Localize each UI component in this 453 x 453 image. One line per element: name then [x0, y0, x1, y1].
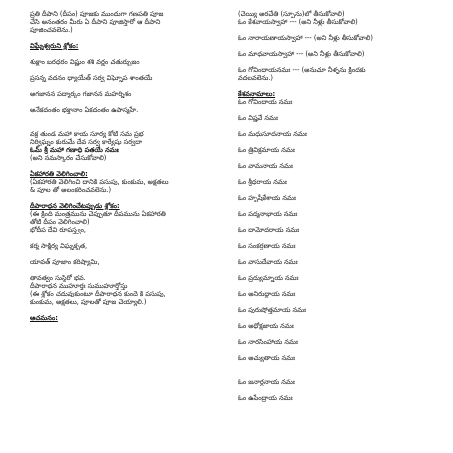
deepa-verse-line: దీపారాధన ముహూర్తః సుముహూర్తోస్తు: [30, 282, 128, 290]
verse-line: వక్ర తుండ మహా కాయ సూర్య కోటి సమ ప్రభ: [30, 130, 144, 138]
achamana-line: ఓం నారాయణాయస్వాహా --- (అని నీళ్లు తీసుకోవాలి): [238, 34, 373, 42]
mantra-note: (అని నమస్కారం చేసుకోవాలి): [30, 154, 107, 162]
deepa-verse-line: తావత్వం సుస్థిరో భవ.: [30, 274, 86, 282]
achamana-line: ఓం మాధవాయస్వాహా --- (అని నీళ్లు తీసుకోవాలి): [238, 50, 365, 58]
verse-line: నిర్విఘ్నం కురుమే దేవ సర్వ కార్యేషు సర్వదా: [30, 138, 143, 146]
deepa-intro-line: తోటి దీపం వెలిగించాలి): [30, 218, 90, 226]
section-heading-achamanam: ఆచమనం:: [30, 314, 58, 322]
section-heading-ekaharathi: ఏకహారతి వెలిగించాలి:: [30, 170, 88, 178]
keshava-name: ఓం విష్ణవే నమః: [238, 114, 278, 122]
keshava-name: ఓం ఉపేంద్రాయ నమః: [238, 394, 293, 402]
verse-line: అగజానన పద్మార్కం గజానన మహర్నిశం: [30, 90, 132, 98]
keshava-name: ఓం వామనాయ నమః: [238, 162, 293, 170]
keshava-name: ఓం అధోక్షజాయ నమః: [238, 322, 294, 330]
deepa-verse-line: యావత్ పూజాం కరిష్యామి,: [30, 258, 100, 266]
keshava-name: ఓం దామోదరాయ నమః: [238, 226, 300, 234]
keshava-name: ఓం సంకర్షణాయ నమః: [238, 242, 296, 250]
keshava-name: ఓం హృషీకేశాయ నమః: [238, 194, 296, 202]
intro-line: చేసి అనంతరం మీరు ఏ దీపాని పూజిస్తారో ఆ దీపాని: [30, 18, 161, 26]
deepa-note-line: కుంకుమ, అక్షతలు, పూలతో పూజ చెయ్యాలి.): [30, 298, 147, 306]
keshava-name: ఓం వాసుదేవాయ నమః: [238, 258, 298, 266]
achamana-line: వదలవలెను.): [238, 74, 273, 82]
keshava-name: ఓం త్రివిక్రమాయ నమః: [238, 146, 295, 154]
keshava-name: ఓం అచ్యుతాయ నమః: [238, 354, 296, 362]
deepa-verse-line: భోదీప దేవి రూపస్త్వం,: [30, 226, 87, 234]
keshava-name: ఓం నారసింహాయ నమః: [238, 338, 298, 346]
keshava-name: ఓం గోవిందాయ నమః: [238, 98, 293, 106]
keshava-name: ఓం మధుసూదనాయ నమః: [238, 130, 307, 138]
keshava-name: ఓం అనిరుద్ధాయ నమః: [238, 290, 296, 298]
section-heading-keshava-namalu: కేశవనామాలు:: [238, 90, 276, 98]
achamana-intro: (చెయ్యి అరచేతి (స్పూను)లో తీసుకోవాలి): [238, 10, 345, 18]
achamana-line: ఓం గోవిందాయనమః --- (అనుచూ నీళ్ళను క్రిందకు: [238, 66, 366, 74]
keshava-name: ఓం పురుషోత్తమాయ నమః: [238, 306, 307, 314]
deepa-intro-line: (ఈ క్రింది మంత్రమును చెప్పుతూ దీపమును ఏకహారతి: [30, 210, 166, 218]
achamana-line: ఓం కేశవాయస్వాహా --- (అని నీళ్లు తీసుకోవాలి): [238, 18, 358, 26]
keshava-name: ఓం ప్రద్యుమ్నాయ నమః: [238, 274, 299, 282]
deepa-note-line: (ఈ శ్లోకం చదువుకుంటూ దీపారాధన కుందె కి పసుపు,: [30, 290, 166, 298]
keshava-name: ఓం పద్మనాభాయ నమః: [238, 210, 298, 218]
right-column: [238, 10, 438, 402]
verse-line: ప్రసన్న వదనం ధ్యాయేత్ సర్వ విఘ్నోప శాంతయే: [30, 74, 153, 82]
section-heading-vighneshwara: విఘ్నేశ్వరుని శ్లోకం:: [30, 42, 79, 50]
left-column: [30, 10, 220, 322]
mantra-line: ఓమ్ శ్రీ మహా గణాధి పతయే నమః: [30, 146, 119, 154]
intro-line: ప్రతి దీపాని (దీపం) పూజకు ముందుగా గణపతి పూజ: [30, 10, 164, 18]
verse-line: శుక్లాం బరధరం విష్ణుం శశి వర్ణం చతుర్భుజం: [30, 58, 140, 66]
keshava-name: ఓం శ్రీధరాయ నమః: [238, 178, 287, 186]
intro-line: పూజించవలెను.): [30, 26, 73, 34]
keshava-name: ఓం జనార్దనాయ నమః: [238, 378, 295, 386]
aarti-note-line: (ఏకహారతి వెలిగించి దానికి పసుపు, కుంకుమ, అక్షతలు: [30, 178, 169, 186]
section-heading-deeparadhana: దీపారాధన వెలిగించేటప్పుడు శ్లోకం:: [30, 202, 120, 210]
verse-line: అనేకదంతం భక్తానాం ఏకదంతం ఉపాస్మహే.: [30, 106, 139, 114]
aarti-note-line: & పూల తో అలంకరించవలెను.): [30, 186, 112, 194]
deepa-verse-line: కర్మ సాక్షిర్య విఘ్నకృత,: [30, 242, 88, 250]
